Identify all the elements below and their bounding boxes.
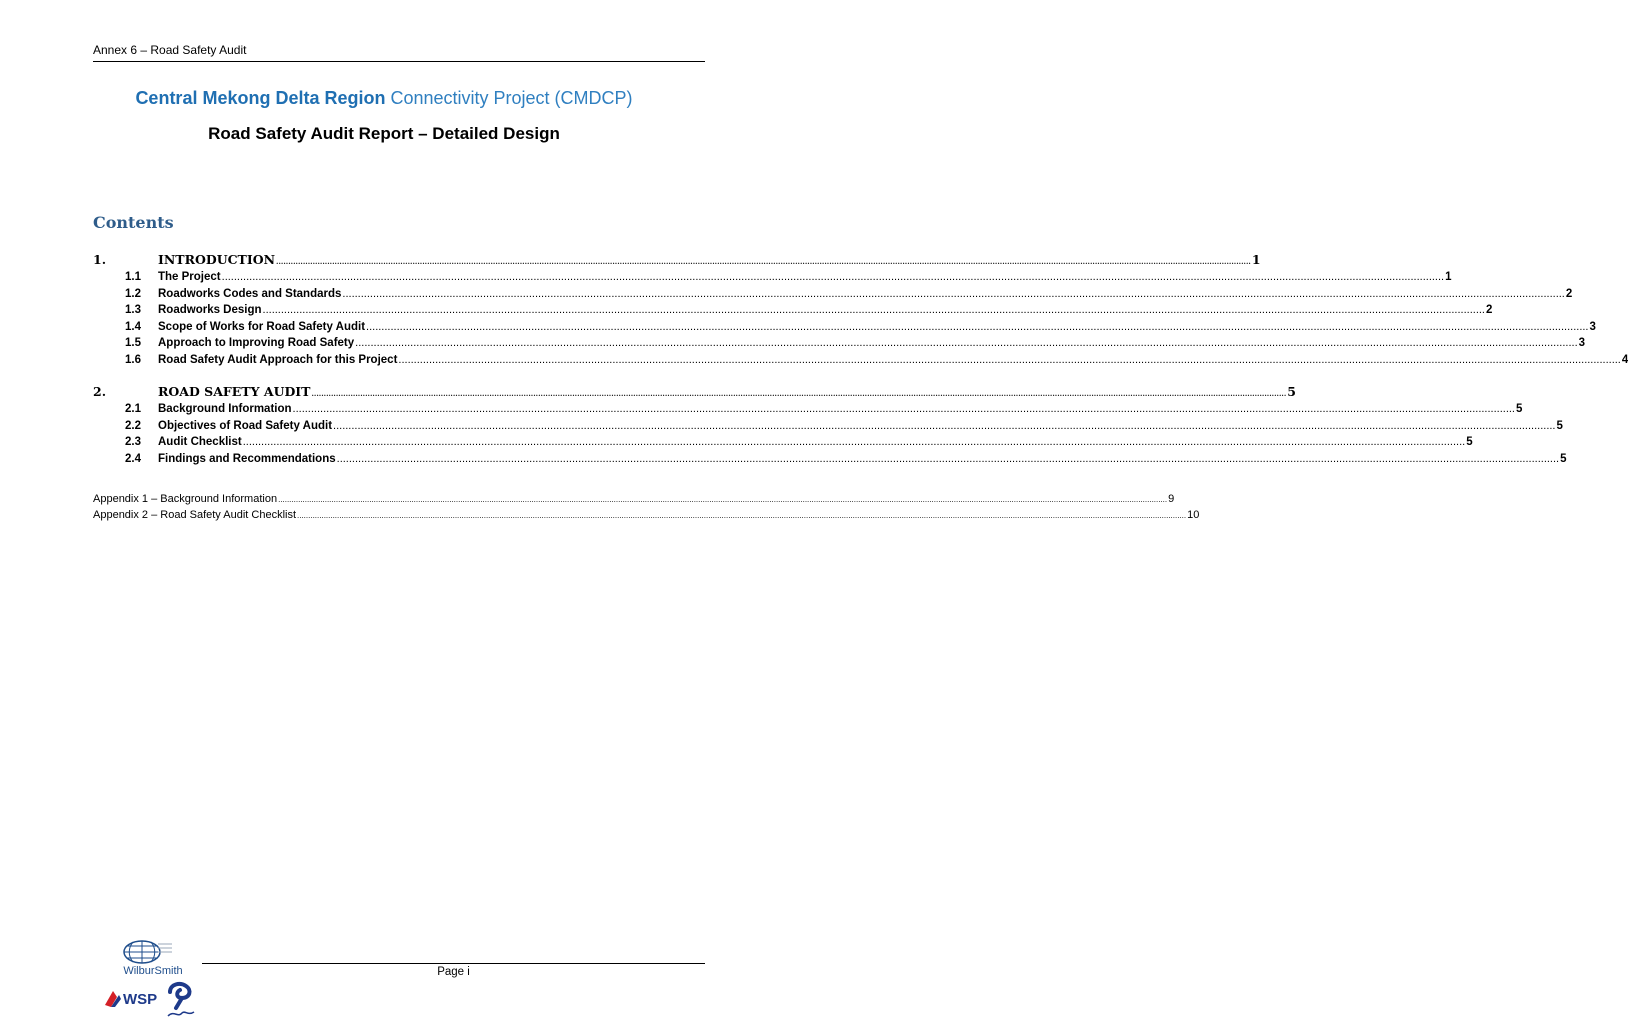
toc-leader-dots: ................................................................................................................................................................................................................................................................................................................................................................................................................ (333, 419, 1556, 432)
wilbursmith-logo (112, 938, 194, 978)
toc-item-label: Scope of Works for Road Safety Audit (158, 320, 366, 333)
toc-section-2[interactable] (93, 382, 1296, 401)
toc-page-number: 1 (1251, 252, 1261, 267)
toc-leader-dots: ................................................................................................................................................................................................................................................................................................................................................................................................................ (342, 287, 1565, 300)
toc-appendix-1[interactable] (93, 491, 1175, 507)
toc-leader-dots: ................................................................................................................................................................................................................................................................................................................................................................................................................ (311, 389, 1287, 398)
toc-item-number: 2.3 (125, 436, 141, 448)
toc-page-number: 3 (1589, 320, 1596, 333)
toc-item-label: Background Information (158, 403, 292, 415)
toc-leader-dots: ................................................................................................................................................................................................................................................................................................................................................................................................................ (292, 403, 1515, 415)
toc-item-number: 1.3 (125, 304, 141, 316)
toc-page-number: 5 (1287, 384, 1296, 399)
toc-item-label: Audit Checklist (158, 436, 242, 448)
toc-section-number: 1. (93, 252, 107, 267)
toc-item-2-1[interactable] (93, 401, 1523, 418)
wsp-logo-text: WSP (123, 991, 158, 1008)
wsp-logo (103, 985, 165, 1011)
toc-page-number: 5 (1560, 452, 1567, 465)
project-title-bold: Central Mekong Delta Region (135, 88, 386, 108)
toc-leader-dots: ................................................................................................................................................................................................................................................................................................................................................................................................................ (221, 271, 1445, 283)
toc-item-number: 1.1 (125, 271, 141, 283)
toc-appendix-2[interactable] (93, 507, 1200, 523)
footer-page-number: Page i (437, 966, 470, 978)
toc-item-label: The Project (158, 271, 221, 283)
wilbursmith-logo-text: WilburSmith (123, 965, 183, 977)
toc-page-number: 9 (1168, 493, 1175, 505)
toc-item-number: 2.4 (125, 452, 141, 465)
report-title: Road Safety Audit Report – Detailed Design (208, 124, 560, 143)
toc-item-number: 1.4 (125, 320, 141, 333)
toc-item-2-3[interactable] (93, 434, 1473, 451)
toc-item-2-2[interactable] (93, 418, 1563, 435)
toc-item-number: 1.6 (125, 353, 141, 366)
toc-item-label: Approach to Improving Road Safety (158, 337, 355, 349)
toc-item-number: 2.1 (125, 403, 141, 415)
toc-spacer (93, 467, 673, 491)
toc-page-number: 3 (1578, 337, 1586, 349)
toc-leader-dots: ................................................................................................................................................................................................................................................................................................................................................................................................................ (366, 320, 1589, 333)
toc-item-1-4[interactable] (93, 319, 1596, 336)
toc-page-number: 2 (1486, 304, 1493, 316)
toc-item-1-6[interactable] (93, 352, 1628, 369)
toc-item-1-1[interactable] (93, 269, 1452, 286)
toc-item-label: Roadworks Codes and Standards (158, 287, 342, 300)
toc-section-1[interactable] (93, 250, 1261, 269)
toc-item-label: Roadworks Design (158, 304, 262, 316)
toc-appendix-label: Appendix 1 – Background Information (93, 493, 278, 505)
toc-item-1-5[interactable] (93, 335, 1586, 352)
project-title-light: Connectivity Project (CMDCP) (390, 88, 633, 108)
footer-rule (202, 963, 705, 964)
project-title (0, 88, 768, 109)
toc-item-number: 2.2 (125, 419, 141, 432)
toc-leader-dots: ................................................................................................................................................................................................................................................................................................................................................................................................................ (297, 511, 1187, 520)
table-of-contents (93, 250, 1628, 523)
toc-leader-dots: ................................................................................................................................................................................................................................................................................................................................................................................................................ (262, 304, 1485, 316)
toc-page-number: 5 (1466, 436, 1473, 448)
toc-appendix-label: Appendix 2 – Road Safety Audit Checklist (93, 509, 297, 521)
toc-item-label: Road Safety Audit Approach for this Project (158, 353, 398, 366)
toc-leader-dots: ................................................................................................................................................................................................................................................................................................................................................................................................................ (278, 495, 1168, 504)
toc-item-number: 1.5 (125, 337, 141, 349)
contents-heading: Contents (93, 213, 174, 232)
toc-item-1-3[interactable] (93, 302, 1493, 319)
toc-spacer (93, 368, 673, 382)
toc-item-label: Objectives of Road Safety Audit (158, 419, 333, 432)
toc-leader-dots: ................................................................................................................................................................................................................................................................................................................................................................................................................ (336, 452, 1560, 465)
toc-page-number: 10 (1187, 509, 1200, 521)
toc-page-number: 5 (1516, 403, 1523, 415)
toc-section-label: ROAD SAFETY AUDIT (158, 384, 311, 399)
toc-section-label: INTRODUCTION (158, 252, 276, 267)
toc-leader-dots: ................................................................................................................................................................................................................................................................................................................................................................................................................ (398, 353, 1621, 366)
running-header-text: Annex 6 – Road Safety Audit (93, 43, 247, 57)
toc-page-number: 4 (1621, 353, 1628, 366)
partner-swirl-logo (166, 980, 198, 1020)
toc-leader-dots: ................................................................................................................................................................................................................................................................................................................................................................................................................ (242, 436, 1466, 448)
toc-item-number: 1.2 (125, 287, 141, 300)
toc-page-number: 1 (1445, 271, 1452, 283)
toc-page-number: 5 (1556, 419, 1563, 432)
toc-item-label: Findings and Recommendations (158, 452, 336, 465)
toc-section-number: 2. (93, 384, 107, 399)
toc-page-number: 2 (1565, 287, 1573, 300)
toc-item-1-2[interactable] (93, 286, 1573, 303)
running-header (93, 43, 705, 62)
toc-leader-dots: ................................................................................................................................................................................................................................................................................................................................................................................................................ (276, 257, 1251, 266)
toc-item-2-4[interactable] (93, 451, 1567, 468)
toc-leader-dots: ................................................................................................................................................................................................................................................................................................................................................................................................................ (355, 337, 1578, 349)
